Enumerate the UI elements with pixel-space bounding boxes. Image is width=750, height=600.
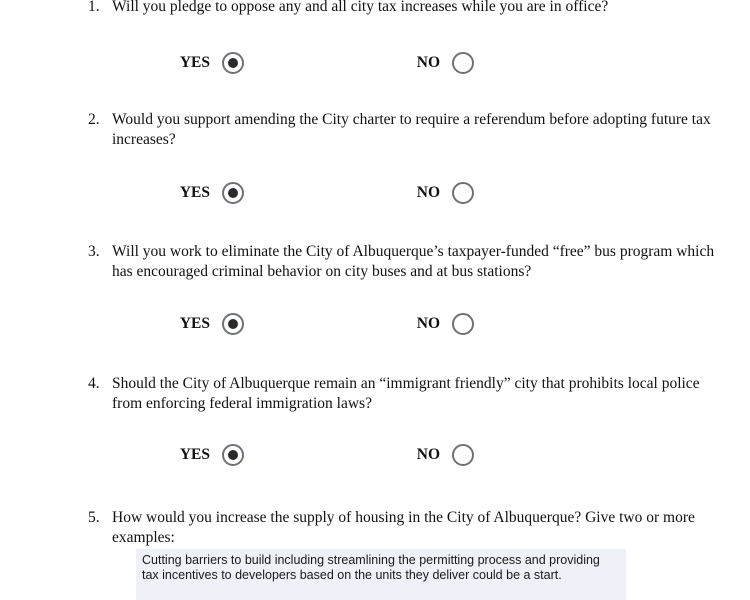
question-text: Would you support amending the City charter to require a referendum before adopting future tax increases? [112, 111, 711, 148]
q1-yes-option[interactable] [160, 52, 244, 74]
q1-no-radio[interactable] [452, 52, 474, 74]
no-label: NO [416, 54, 440, 71]
question-text: How would you increase the supply of housing in the City of Albuquerque? Give two or more examples: [112, 509, 695, 546]
question-number: 3. [88, 243, 100, 260]
q2-no-option[interactable] [390, 182, 474, 204]
q2-no-radio[interactable] [452, 182, 474, 204]
question-text: Will you pledge to oppose any and all city tax increases while you are in office? [112, 0, 609, 15]
q4-no-option[interactable] [390, 444, 474, 466]
yes-label: YES [179, 184, 210, 201]
no-label: NO [416, 184, 440, 201]
q2-yes-radio[interactable] [222, 182, 244, 204]
q3-yes-radio[interactable] [222, 313, 244, 335]
q3-yes-option[interactable] [160, 313, 244, 335]
yes-label: YES [179, 315, 210, 332]
question-3 [88, 242, 718, 282]
q4-no-radio[interactable] [452, 444, 474, 466]
question-text: Should the City of Albuquerque remain an “immigrant friendly” city that prohibits local police from enforcing federal immigration laws? [112, 375, 700, 412]
question-number: 4. [88, 375, 100, 392]
yes-label: YES [179, 54, 210, 71]
yes-label: YES [179, 446, 210, 463]
question-text: Will you work to eliminate the City of Albuquerque’s taxpayer-funded “free” bus program which has encouraged criminal behavior on city buses and at bus stations? [112, 243, 715, 280]
q5-answer-field[interactable]: Cutting barriers to build including streamlining the permitting process and providing tax incentives to developers based on the units they deliver could be a start. [136, 549, 626, 600]
q3-no-option[interactable] [390, 313, 474, 335]
q4-yes-radio[interactable] [222, 444, 244, 466]
no-label: NO [416, 315, 440, 332]
q1-no-option[interactable] [390, 52, 474, 74]
question-2 [88, 110, 718, 150]
q3-no-radio[interactable] [452, 313, 474, 335]
q2-yes-option[interactable] [160, 182, 244, 204]
question-number: 1. [88, 0, 100, 15]
question-number: 5. [88, 509, 100, 526]
q1-yes-radio[interactable] [222, 52, 244, 74]
no-label: NO [416, 446, 440, 463]
question-number: 2. [88, 111, 100, 128]
q4-yes-option[interactable] [160, 444, 244, 466]
question-5 [88, 508, 718, 548]
question-4 [88, 374, 718, 414]
question-1 [88, 0, 718, 17]
